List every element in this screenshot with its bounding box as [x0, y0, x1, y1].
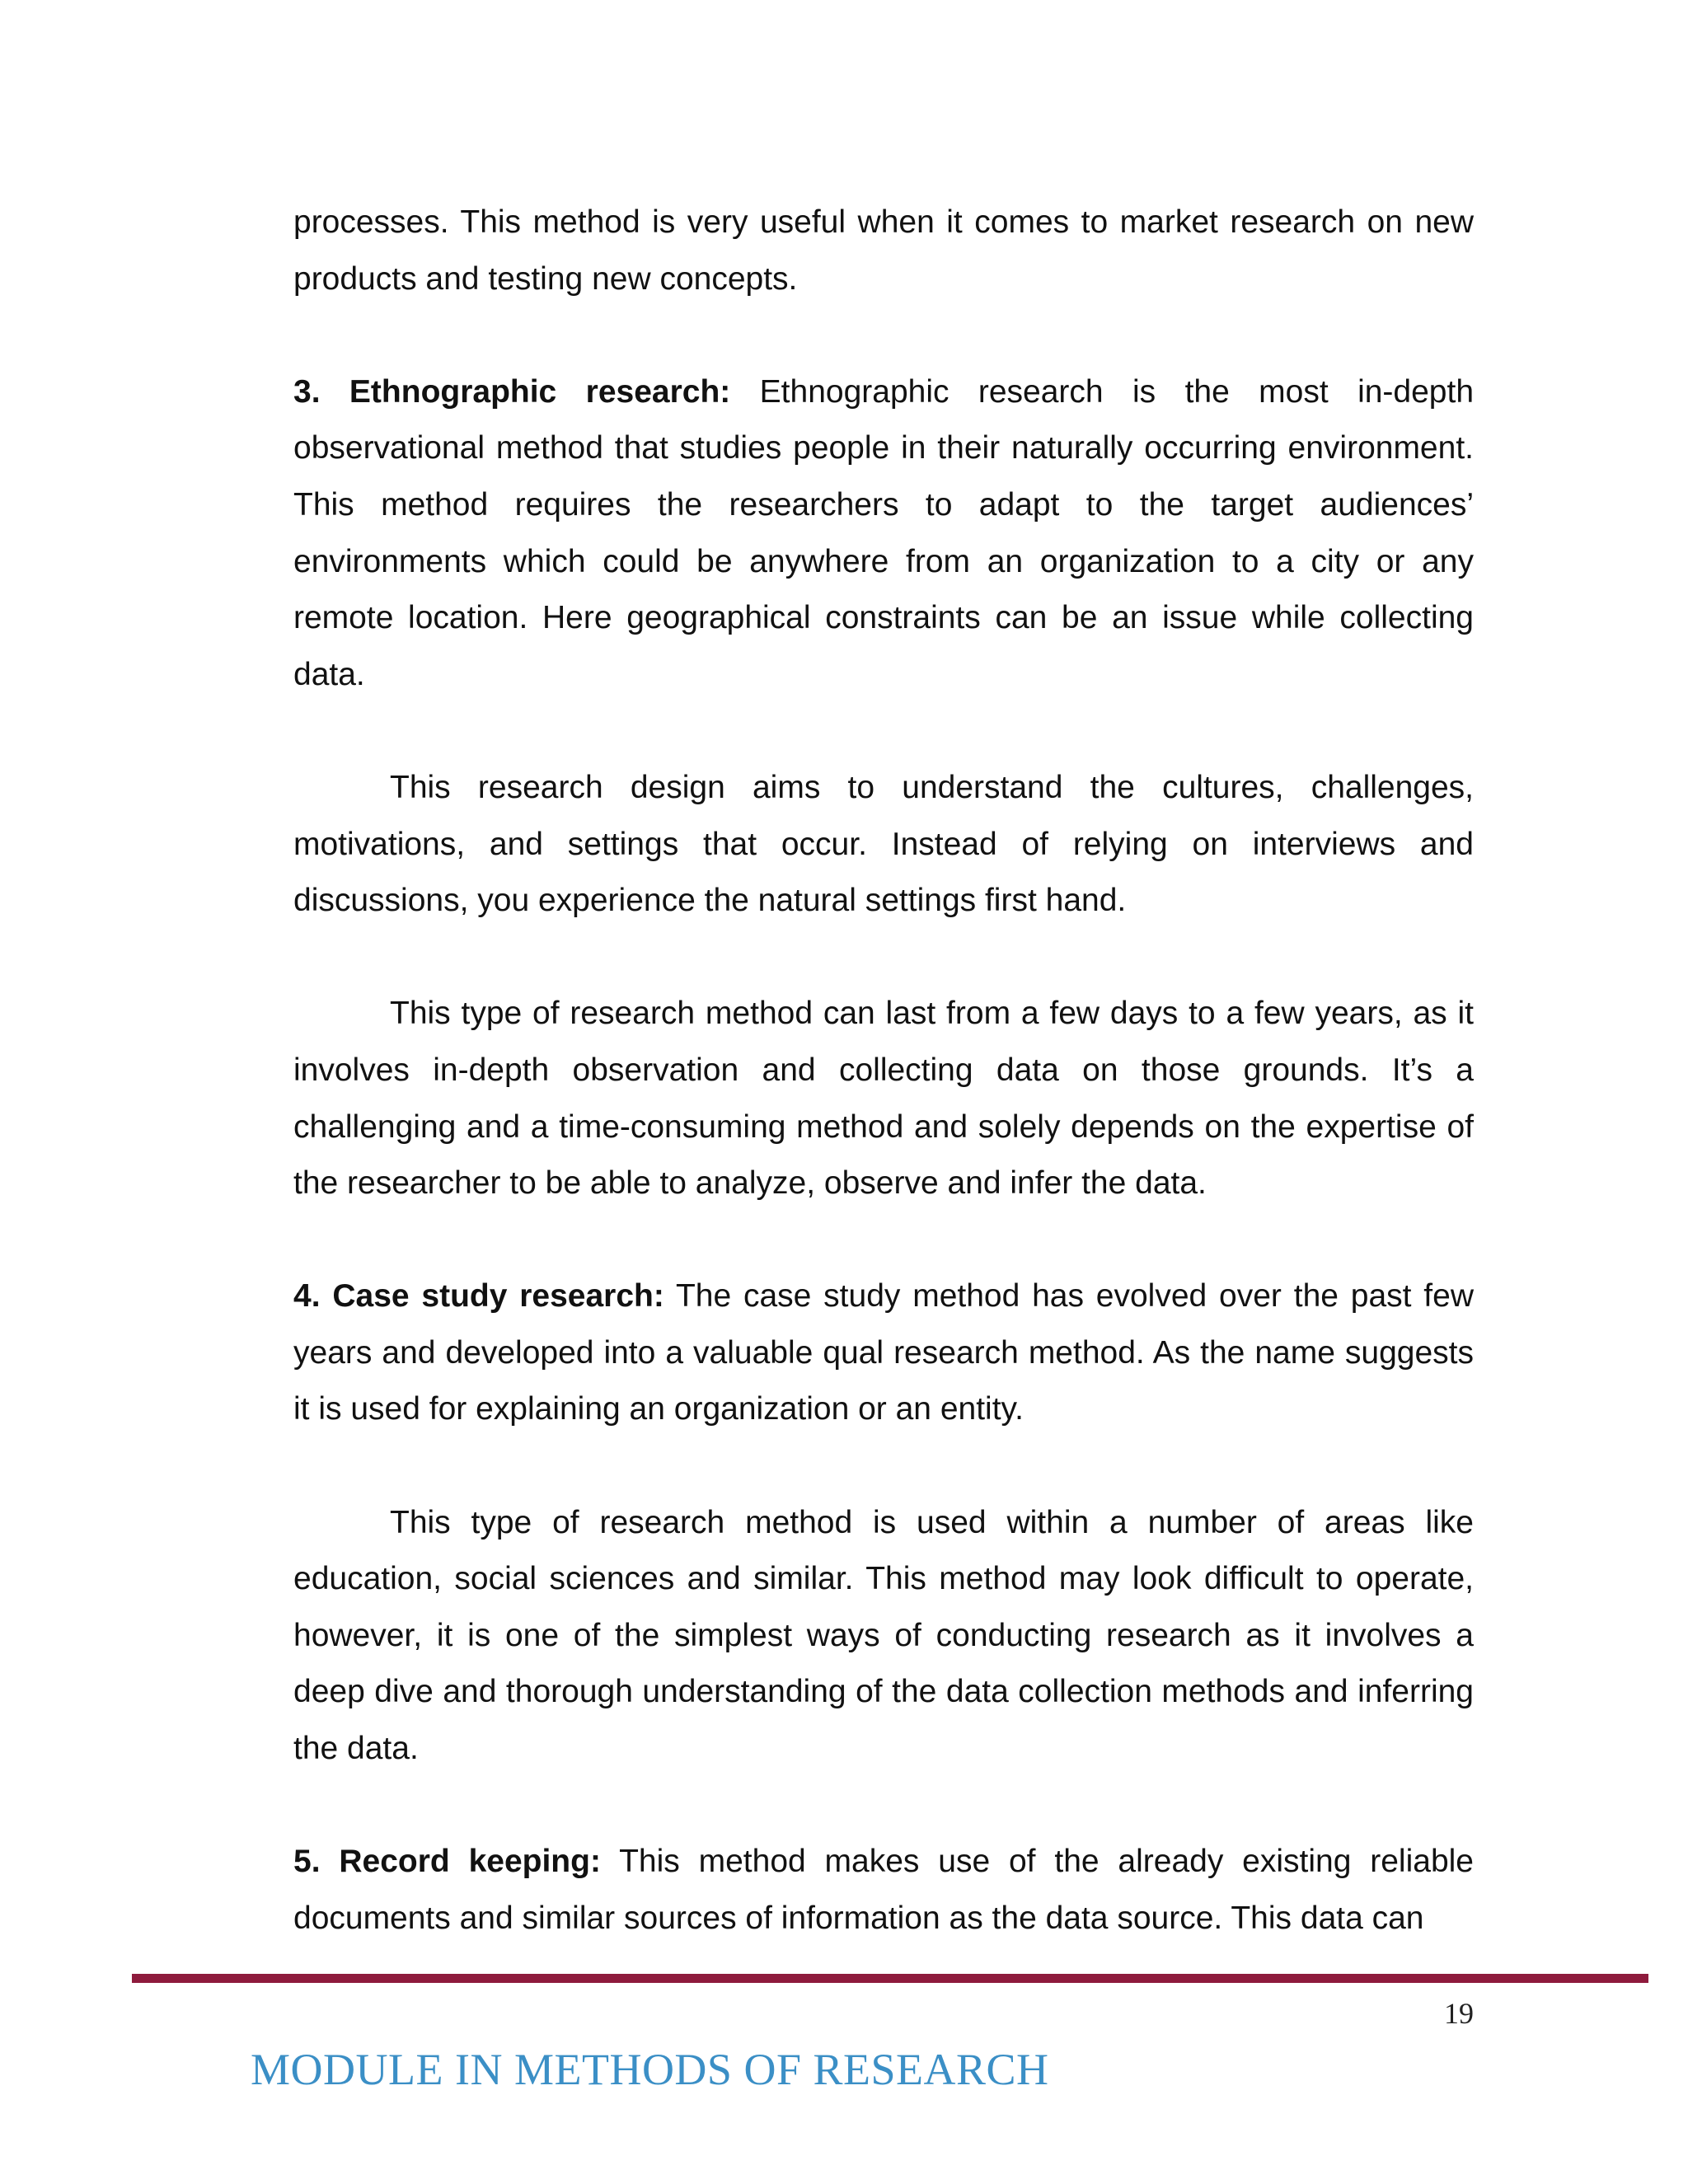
paragraph-text: Ethnographic research is the most in-depth observational method that studies people in their naturally occurring environment. This method requires the researchers to adapt to the target audiences’ environments which could be anywhere from an organization to a city or any remote location. Here geographical constraints can be an issue while collecting data.: [293, 373, 1475, 692]
paragraph-text: processes. This method is very useful when it comes to market research on new products and testing new concepts.: [293, 204, 1474, 297]
footer-divider: [132, 1974, 1648, 1983]
section-heading-ethnographic: 3. Ethnographic research:: [293, 373, 731, 410]
section-heading-case-study: 4. Case study research:: [293, 1278, 664, 1315]
module-title: MODULE IN METHODS OF RESEARCH: [251, 2045, 1049, 2094]
paragraph-research-design: [293, 760, 1474, 930]
paragraph-text: This type of research method can last from a few days to a few years, as it involves in-depth observation and collecting data on those grounds. It’s a challenging and a time-consuming method and solely depends on the expertise of the researcher to be able to analyze, observe and infer the data.: [293, 996, 1474, 1202]
paragraph-processes: [293, 194, 1474, 307]
paragraph-duration: [293, 986, 1474, 1212]
paragraph-text: This type of research method is used within a number of areas like education, social sciences and similar. This method may look difficult to operate, however, it is one of the simplest ways of conducting research as it involves a deep dive and thorough understanding of the data collection methods and inferring the data.: [293, 1504, 1474, 1767]
document-body: [293, 194, 1474, 2004]
section-heading-record-keeping: 5. Record keeping:: [293, 1844, 601, 1880]
paragraph-ethnographic-research: [293, 364, 1474, 704]
paragraph-text: This research design aims to understand the cultures, challenges, motivations, and settings that occur. Instead of relying on interviews and discussions, you experience the natural settings first hand.: [293, 769, 1474, 919]
paragraph-case-study-areas: [293, 1495, 1474, 1778]
paragraph-case-study: [293, 1268, 1474, 1438]
paragraph-record-keeping: [293, 1834, 1474, 1947]
page-number: 19: [1444, 1997, 1474, 2030]
paragraph-text: This method makes use of the already existing reliable documents and similar sources of information as the data source. This data can: [293, 1844, 1474, 1936]
paragraph-text: The case study method has evolved over the past few years and developed into a valuable qual research method. As the name suggests it is used for explaining an organization or an entity.: [293, 1278, 1474, 1427]
